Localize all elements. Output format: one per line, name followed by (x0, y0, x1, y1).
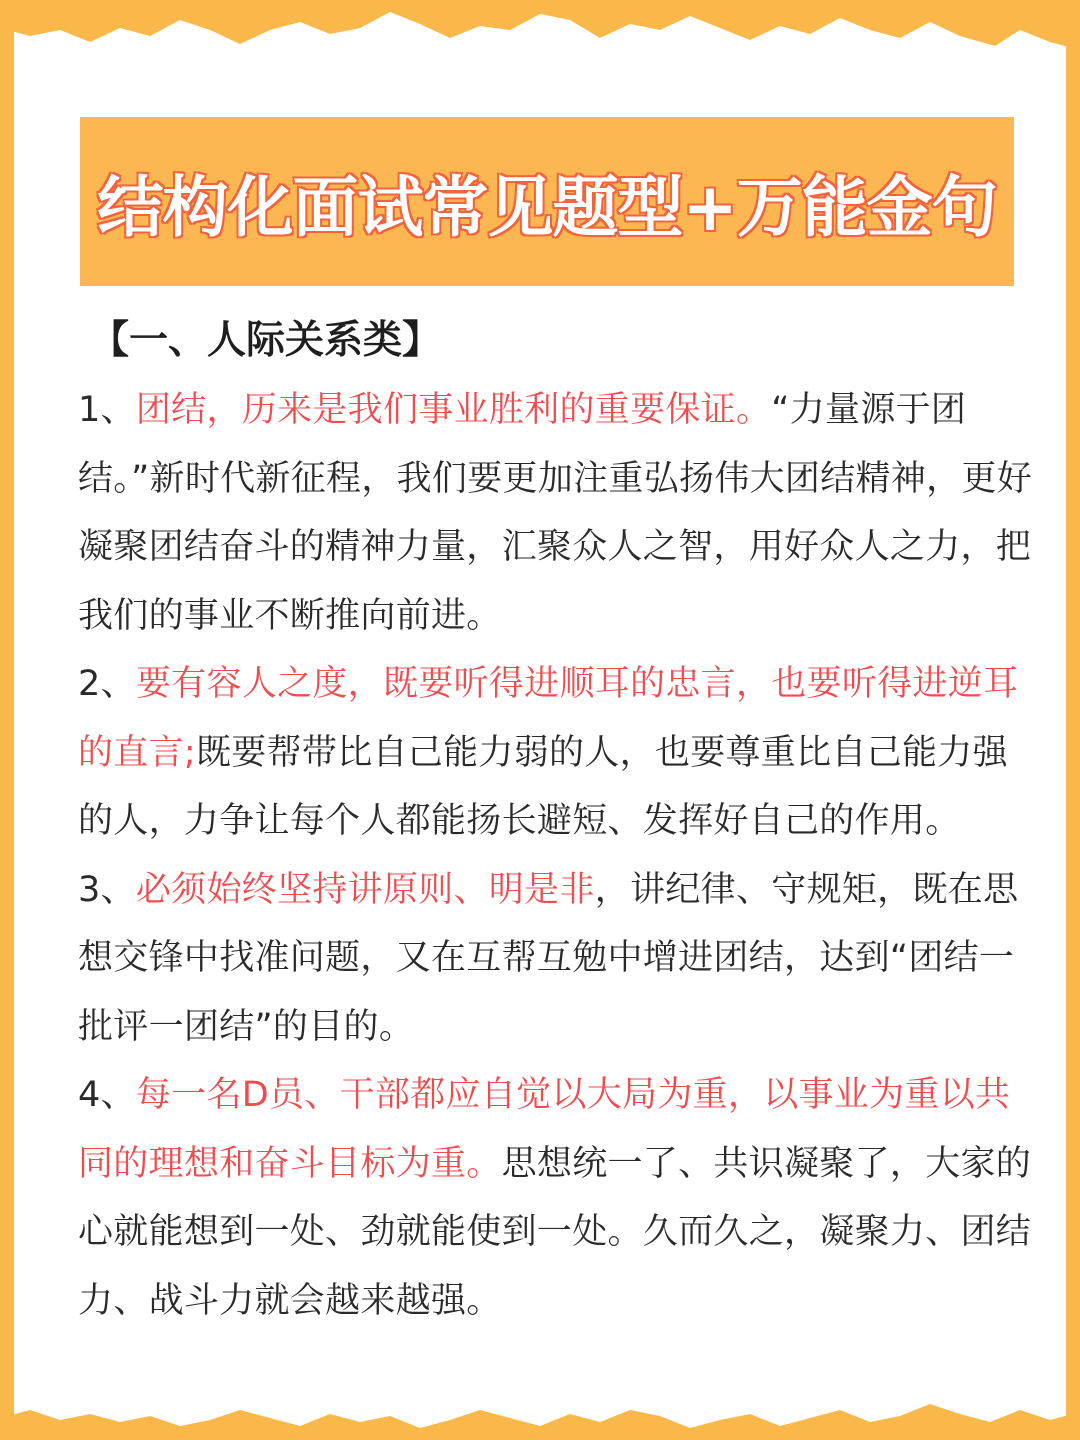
item-highlight: 团结，历来是我们事业胜利的重要保证。 (135, 390, 772, 430)
content-area (78, 310, 1043, 1335)
item-number: 3、 (78, 869, 136, 910)
list-item (78, 1061, 1043, 1335)
list-item (78, 376, 1043, 650)
item-text: 思想统一了、共识凝聚了，大家的心就能想到一处、劲就能使到一处。久而久之，凝聚力、团结力、战斗力就会越来越强。 (78, 1143, 1032, 1321)
item-number: 2、 (78, 664, 136, 704)
list-item (78, 856, 1043, 1062)
item-highlight: 每一名D员、干部都应自觉以大局为重，以事业为重以共同的理想和奋斗目标为重。 (78, 1075, 1011, 1184)
page-title: 结构化面试常见题型+万能金句 (97, 169, 997, 246)
item-number: 1、 (78, 390, 136, 430)
right-border (1066, 0, 1080, 1440)
item-text: “力量源于团结。”新时代新征程，我们要更加注重弘扬伟大团结精神，更好凝聚团结奋斗的精神力量，汇聚众人之智，用好众人之力，把我们的事业不断推向前进。 (78, 390, 1033, 636)
torn-paper-bottom-border (0, 1370, 1080, 1440)
item-highlight: 必须始终坚持讲原则、明是非 (135, 869, 595, 910)
title-banner (80, 117, 1014, 286)
item-number: 4、 (78, 1075, 136, 1115)
list-item (78, 650, 1043, 856)
torn-paper-top-border (0, 0, 1080, 90)
section-heading: 【一、人际关系类】 (90, 318, 442, 363)
item-highlight: 要有容人之度，既要听得进顺耳的忠言，也要听得进逆耳的直言; (78, 664, 1019, 773)
item-text: ，讲纪律、守规矩，既在思想交锋中找准问题，又在互帮互勉中增进团结，达到“团结一批评一团结”的目的。 (78, 869, 1019, 1047)
item-text: 既要帮带比自己能力弱的人，也要尊重比自己能力强的人，力争让每个人都能扬长避短、发挥好自己的作用。 (78, 732, 1008, 841)
left-border (0, 0, 14, 1440)
